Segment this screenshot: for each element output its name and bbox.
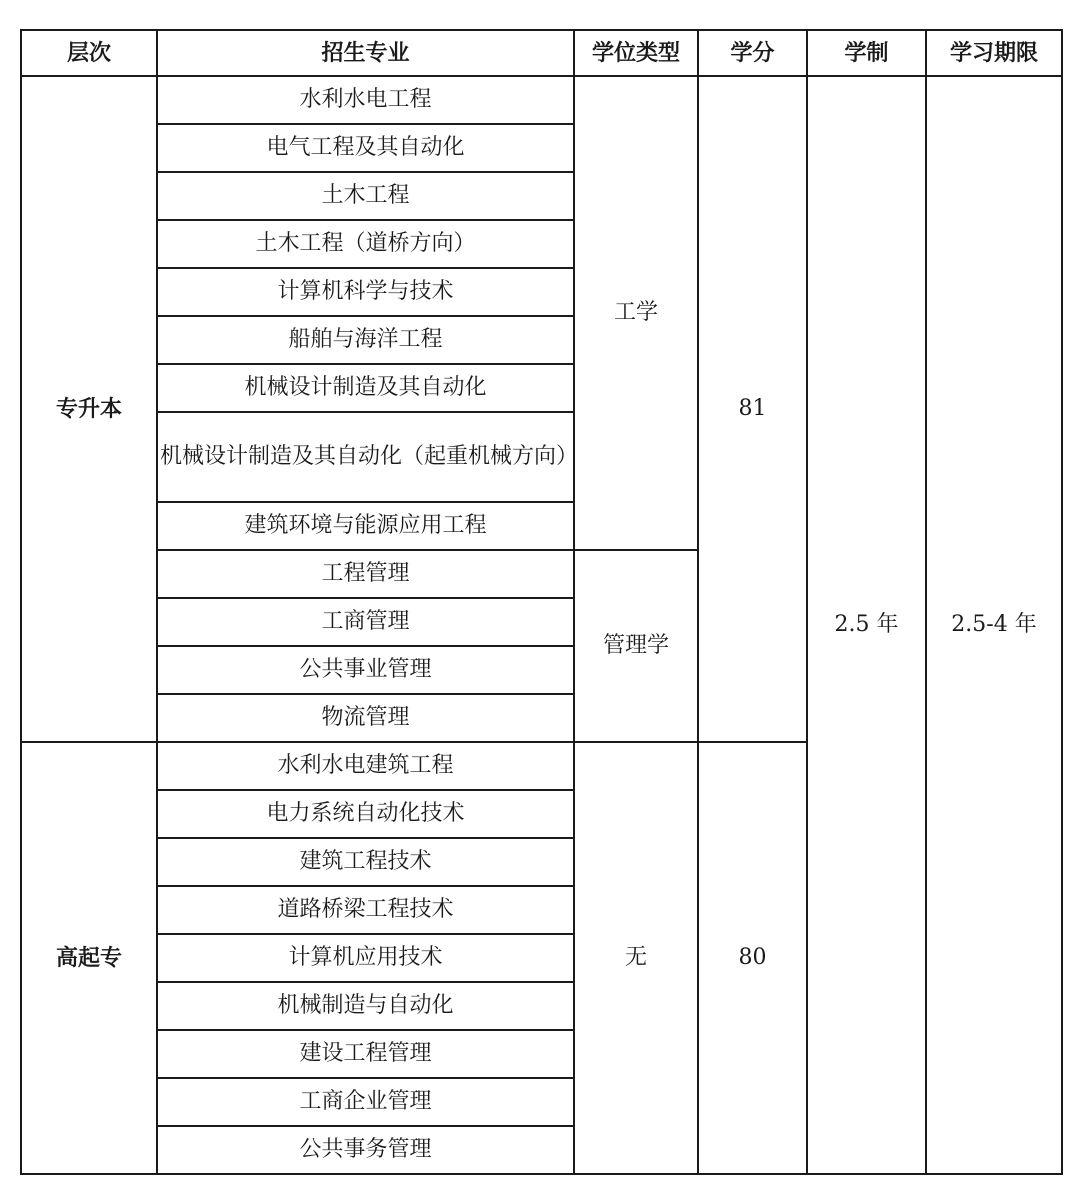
major-cell: 土木工程（道桥方向） — [157, 220, 574, 268]
major-cell: 工商管理 — [157, 598, 574, 646]
degree-cell-management: 管理学 — [574, 550, 698, 742]
header-period: 学习期限 — [926, 30, 1062, 76]
major-cell: 道路桥梁工程技术 — [157, 886, 574, 934]
major-cell: 船舶与海洋工程 — [157, 316, 574, 364]
major-cell: 公共事业管理 — [157, 646, 574, 694]
header-degree: 学位类型 — [574, 30, 698, 76]
period-cell: 2.5-4 年 — [926, 76, 1062, 1174]
major-cell: 电气工程及其自动化 — [157, 124, 574, 172]
major-cell: 建设工程管理 — [157, 1030, 574, 1078]
major-cell: 机械设计制造及其自动化（起重机械方向） — [157, 412, 574, 502]
major-cell: 工商企业管理 — [157, 1078, 574, 1126]
header-duration: 学制 — [807, 30, 926, 76]
credits-cell-highschool: 80 — [698, 742, 807, 1174]
header-row — [21, 30, 1062, 76]
credits-cell-upgrade: 81 — [698, 76, 807, 742]
major-cell: 建筑环境与能源应用工程 — [157, 502, 574, 550]
major-cell: 建筑工程技术 — [157, 838, 574, 886]
major-cell: 计算机科学与技术 — [157, 268, 574, 316]
table-row — [21, 76, 1062, 124]
major-cell: 机械制造与自动化 — [157, 982, 574, 1030]
major-cell: 机械设计制造及其自动化 — [157, 364, 574, 412]
major-cell: 物流管理 — [157, 694, 574, 742]
major-cell: 电力系统自动化技术 — [157, 790, 574, 838]
header-credits: 学分 — [698, 30, 807, 76]
degree-cell-none: 无 — [574, 742, 698, 1174]
major-cell: 水利水电建筑工程 — [157, 742, 574, 790]
major-cell: 土木工程 — [157, 172, 574, 220]
level-cell-highschool: 高起专 — [21, 742, 157, 1174]
major-cell: 公共事务管理 — [157, 1126, 574, 1174]
header-level: 层次 — [21, 30, 157, 76]
major-cell: 计算机应用技术 — [157, 934, 574, 982]
majors-table — [20, 29, 1063, 1175]
level-cell-upgrade: 专升本 — [21, 76, 157, 742]
degree-cell-engineering: 工学 — [574, 76, 698, 550]
duration-cell: 2.5 年 — [807, 76, 926, 1174]
major-cell: 工程管理 — [157, 550, 574, 598]
header-major: 招生专业 — [157, 30, 574, 76]
major-cell: 水利水电工程 — [157, 76, 574, 124]
